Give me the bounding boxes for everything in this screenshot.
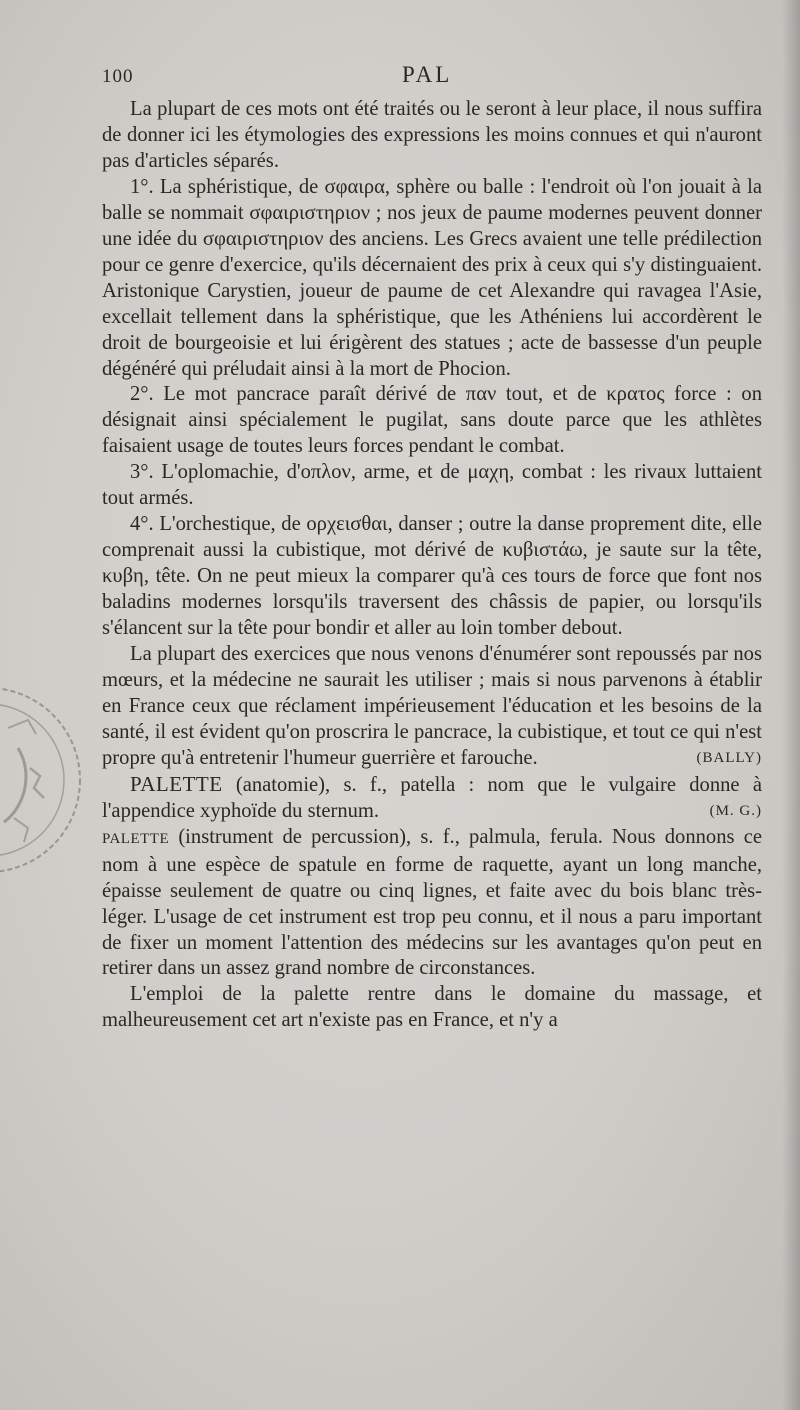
paragraph-orchestique: 4°. L'orchestique, de ορχεισθαι, danser ; outre la danse proprement dite, elle comprenait aussi la cubistique, mot dérivé de κυβιστάω, je saute sur la tête, κυβη, tête. On ne peut mieux la comparer qu'à ces tours de force que font nos baladins modernes lorsqu'ils traversent des châssis de papier, ou lorsqu'ils s'élancent sur la tête pour bondir et aller au loin tomber debout. [102, 513, 762, 640]
paragraph-intro: La plupart de ces mots ont été traités ou le seront à leur place, il nous suffira de donner ici les étymologies des expressions les moins connues et qui n'auront pas d'articles séparés. [102, 98, 762, 172]
page-edge-shadow [782, 0, 800, 1410]
main-text [102, 97, 762, 1034]
page-number: 100 [102, 66, 134, 87]
paragraph-conclusion-text: La plupart des exercices que nous venons d'énumérer sont repoussés par nos mœurs, et la médecine ne saurait les utiliser ; mais si nous parvenons à établir en France ceux que réclament impérieusement l'éducation et les besoins de la santé, il est évident qu'on proscrira le pancrace, la cubistique, et tout ce qui n'est propre qu'à entretenir l'humeur guerrière et farouche. [102, 643, 762, 769]
running-head-title: PAL [402, 62, 453, 87]
paragraph-oplomachie: 3°. L'oplomachie, d'οπλον, arme, et de μαχη, combat : les rivaux luttaient tout armés. [102, 461, 762, 510]
running-head [102, 62, 762, 92]
entry-headword-smallcaps: PALETTE [102, 830, 170, 847]
library-stamp-icon [0, 668, 96, 898]
paragraph-pancrace: 2°. Le mot pancrace paraît dérivé de παν tout, et de κρατος force : on désignait ainsi spécialement le pugilat, sans doute parce que les athlètes faisaient usage de toutes leurs forces pendant le combat. [102, 383, 762, 458]
entry-text: (anatomie), s. f., patella : nom que le vulgaire donne à l'appendice xyphoïde du sternum. [102, 773, 762, 822]
paragraph-conclusion [102, 642, 762, 772]
author-signature-bally: (BALLY) [696, 749, 762, 766]
entry-headword: PALETTE [130, 771, 223, 796]
paragraph-spheristique: 1°. La sphéristique, de σφαιρα, sphère ou balle : l'endroit où l'on jouait à la balle se nommait σφαιριστηριον ; nos jeux de paume modernes peuvent donner une idée du σφαιριστηριον des anciens. Les Grecs avaient une telle prédilection pour ce genre d'exercice, qu'ils décernaient des prix à ceux qui s'y distinguaient. Aristonique Carystien, joueur de paume de cet Alexandre qui ravagea l'Asie, excellait tellement dans la sphéristique, que les Athéniens lui accordèrent le droit de bourgeoisie et lui érigèrent des statues ; acte de bassesse d'un peuple dégénéré qui préludait ainsi à la mort de Phocion. [102, 175, 762, 380]
entry-palette-anatomie [102, 772, 762, 825]
entry-text: (instrument de percussion), s. f., palmula, ferula. Nous donnons ce nom à une espèce de spatule en forme de raquette, ayant un long manche, épaisse seulement de quatre ou cinq lignes, et faite avec du bois blanc très-léger. L'usage de cet instrument est trop peu connu, et il nous a paru important de fixer un moment l'attention des médecins sur les avantages qu'on peut en retirer dans un assez grand nombre de circonstances. [102, 825, 762, 980]
author-signature-mg: (M. G.) [709, 802, 762, 819]
paragraph-massage: L'emploi de la palette rentre dans le domaine du massage, et malheureusement cet art n'existe pas en France, et n'y a [102, 983, 762, 1032]
entry-palette-instrument [102, 825, 762, 983]
